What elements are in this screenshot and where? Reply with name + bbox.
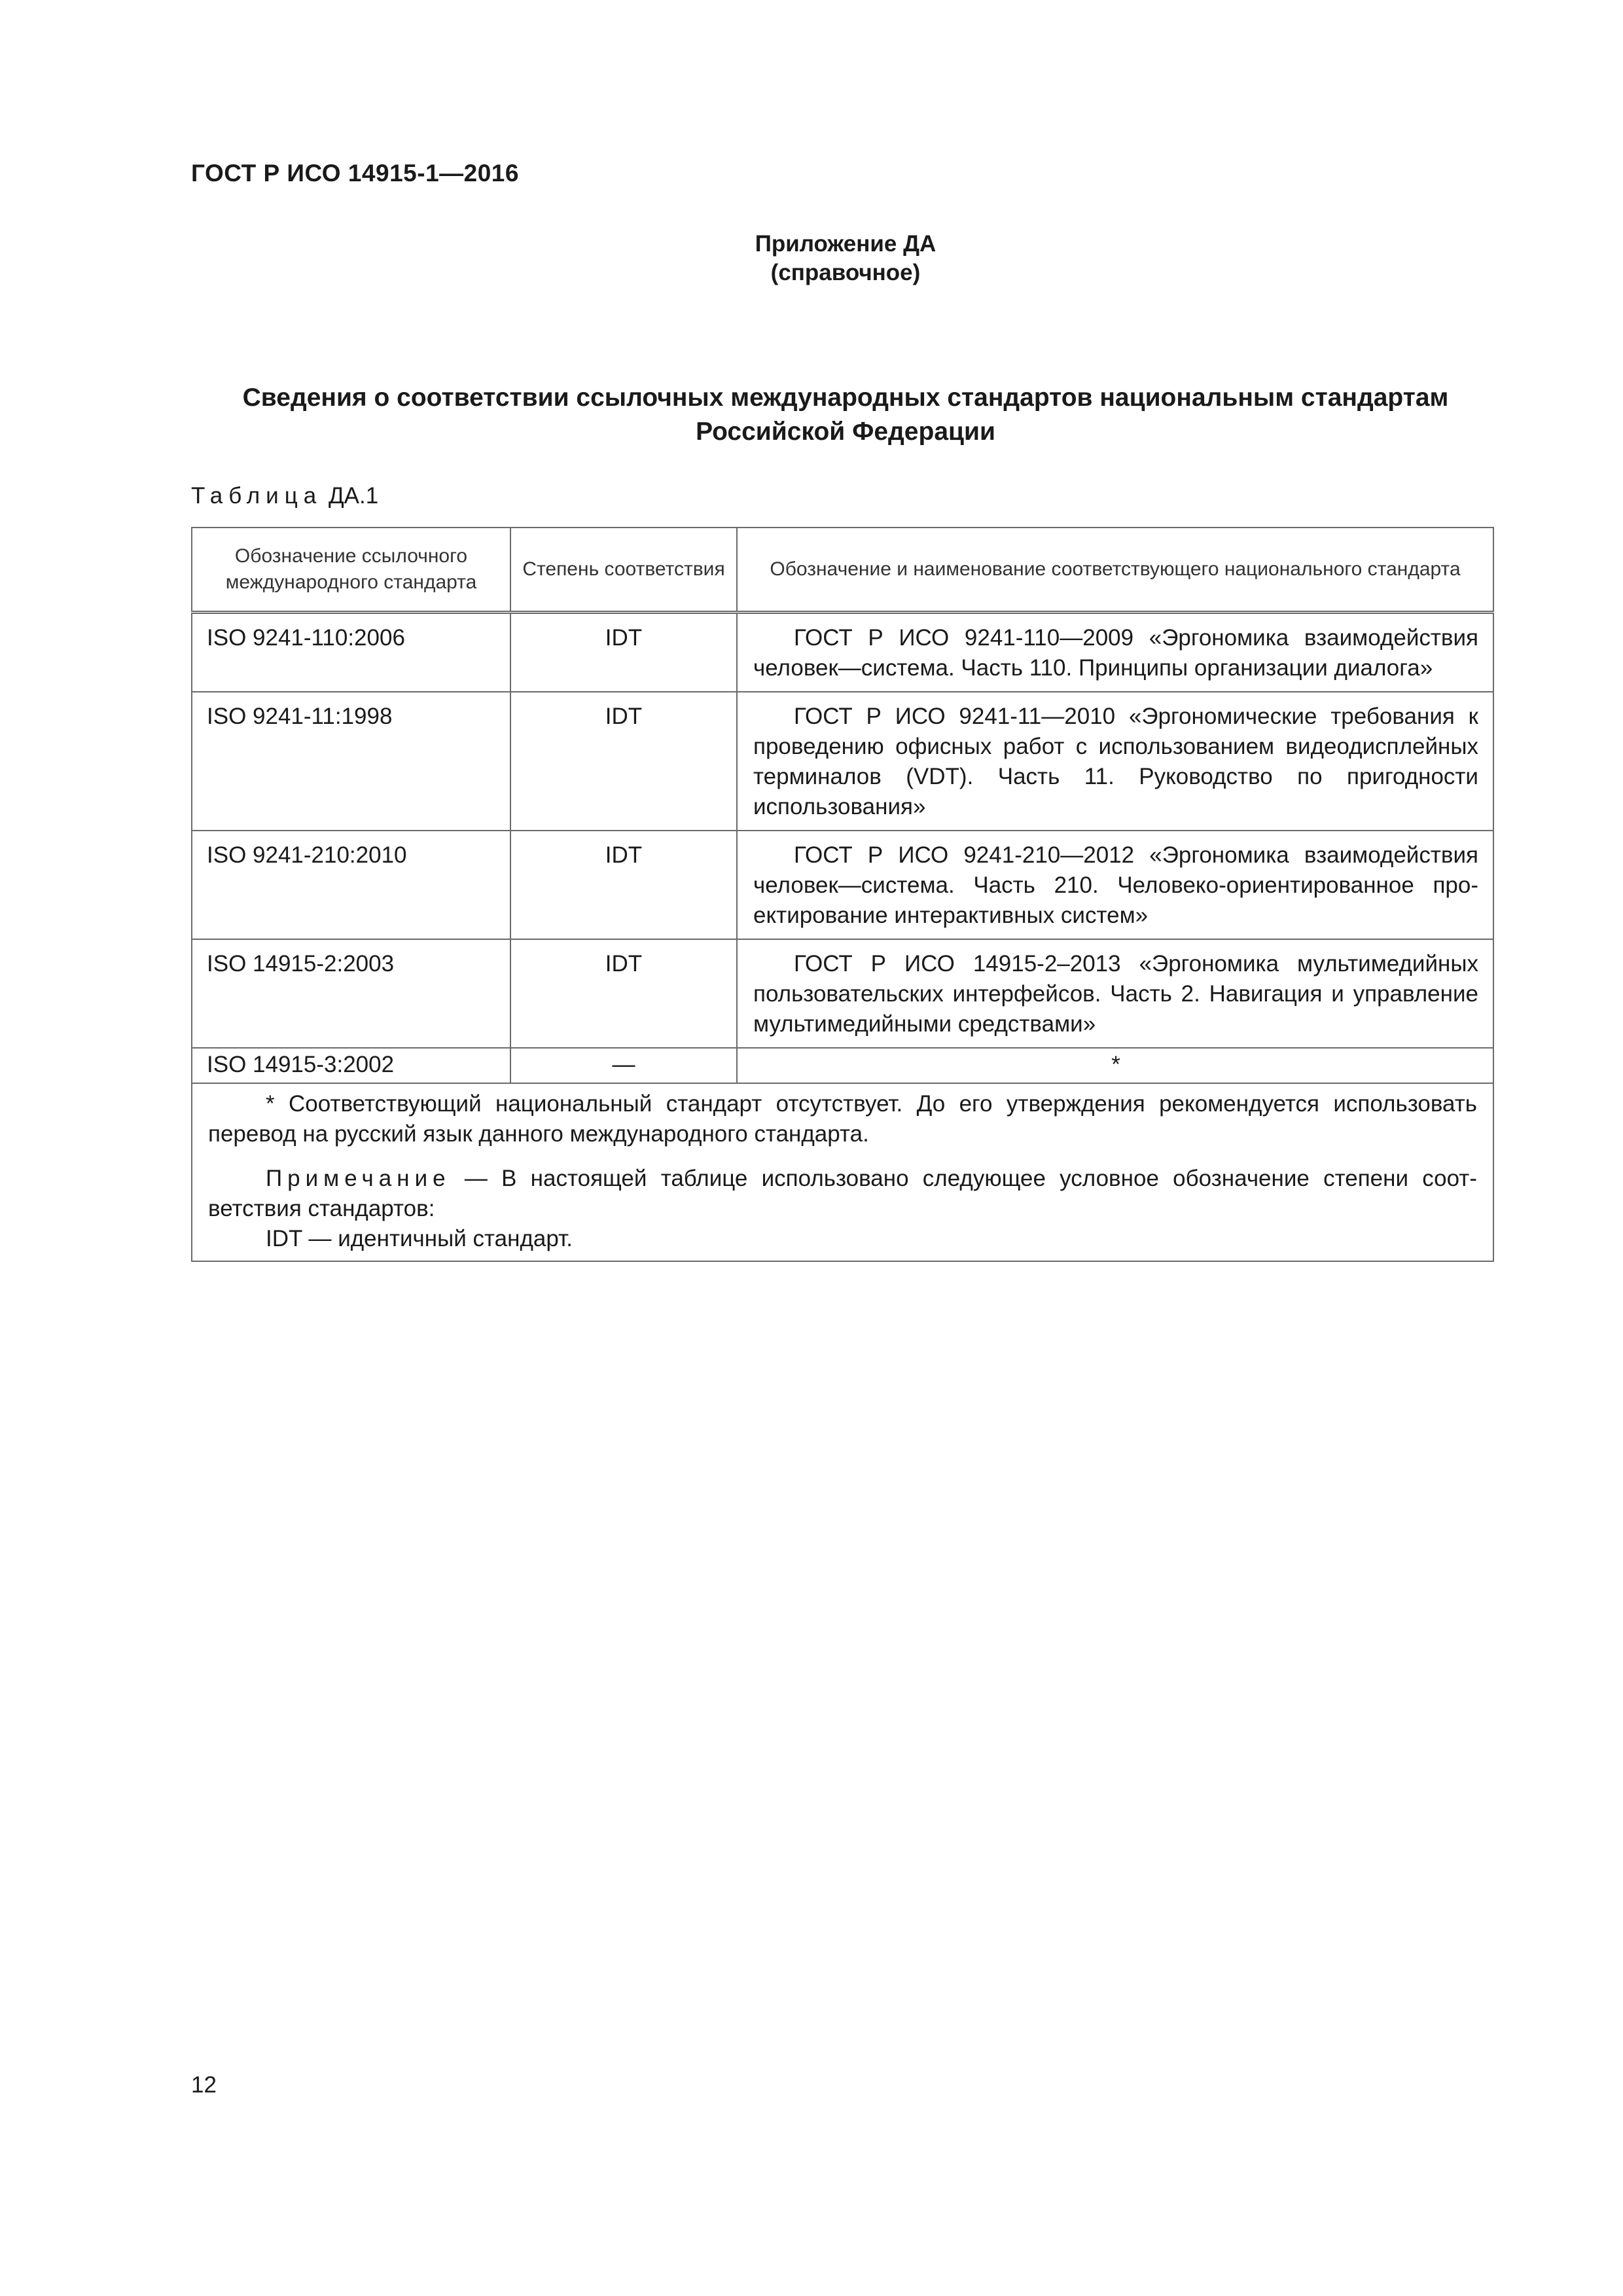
table-row xyxy=(192,831,1493,939)
intl-standard-cell: ISO 9241-11:1998 xyxy=(192,692,510,831)
degree-cell: — xyxy=(510,1048,737,1083)
intl-standard-cell: ISO 14915-2:2003 xyxy=(192,939,510,1048)
table-row xyxy=(192,939,1493,1048)
column-header-national: Обозначение и наименование соответствующего национального стандарта xyxy=(737,528,1493,613)
degree-cell: IDT xyxy=(510,939,737,1048)
table-row xyxy=(192,692,1493,831)
intl-standard-cell: ISO 9241-110:2006 xyxy=(192,613,510,692)
table-caption-number: ДА.1 xyxy=(328,483,379,509)
table-caption-label: Таблица xyxy=(191,483,323,509)
national-standard-cell: ГОСТ Р ИСО 9241-11—2010 «Эргономические требования к проведению офисных работ с использованием видеодисплейных терминалов (VDT). Часть 11. Руководство по пригодности использования» xyxy=(737,692,1493,831)
footnote-text: * Соответствующий национальный стандарт отсутствует. До его утверждения рекомендуется использовать перевод на русский язык данного международного стандарта. xyxy=(208,1091,1477,1147)
section-heading-line-1: Сведения о соответствии ссылочных международных стандартов национальным стандартам xyxy=(242,384,1449,412)
table-header-row xyxy=(192,528,1493,613)
table-row xyxy=(192,613,1493,692)
intl-standard-cell: ISO 9241-210:2010 xyxy=(192,831,510,939)
annex-status: (справочное) xyxy=(770,260,921,285)
note-paragraph xyxy=(208,1164,1477,1224)
degree-cell: IDT xyxy=(510,831,737,939)
national-standard-cell: ГОСТ Р ИСО 9241-110—2009 «Эргономика взаимодействия человек—система. Часть 110. Принципы организации диалога» xyxy=(737,613,1493,692)
column-header-degree: Степень соответствия xyxy=(510,528,737,613)
table-row xyxy=(192,1048,1493,1083)
document-code: ГОСТ Р ИСО 14915-1—2016 xyxy=(191,160,519,187)
correspondence-table xyxy=(191,527,1494,1262)
annex-title: Приложение ДА xyxy=(755,231,936,257)
column-header-intl: Обозначение ссылочного международного стандарта xyxy=(192,528,510,613)
page-number: 12 xyxy=(191,2072,217,2098)
table-footnote-cell xyxy=(192,1083,1493,1261)
degree-cell: IDT xyxy=(510,692,737,831)
table-caption xyxy=(191,483,378,509)
table-footnote-row xyxy=(192,1083,1493,1261)
note-label: Примечание xyxy=(266,1166,451,1191)
section-heading-line-2: Российской Федерации xyxy=(696,418,995,446)
intl-standard-cell: ISO 14915-3:2002 xyxy=(192,1048,510,1083)
national-standard-cell: ГОСТ Р ИСО 14915-2–2013 «Эргономика мультимедийных пользовательских интерфейсов. Часть 2. Навигация и управление мультимедийными средствами» xyxy=(737,939,1493,1048)
note-idt-definition: IDT — идентичный стандарт. xyxy=(266,1226,573,1251)
national-standard-cell: ГОСТ Р ИСО 9241-210—2012 «Эргономика взаимодействия человек—система. Часть 210. Человеко-ориентированное проектирование интерактивных систем» xyxy=(737,831,1493,939)
degree-cell: IDT xyxy=(510,613,737,692)
national-standard-cell: * xyxy=(737,1048,1493,1083)
note-text: — В настоящей таблице использовано следующее условное обозначение степени соответствия стандартов: xyxy=(208,1166,1477,1221)
